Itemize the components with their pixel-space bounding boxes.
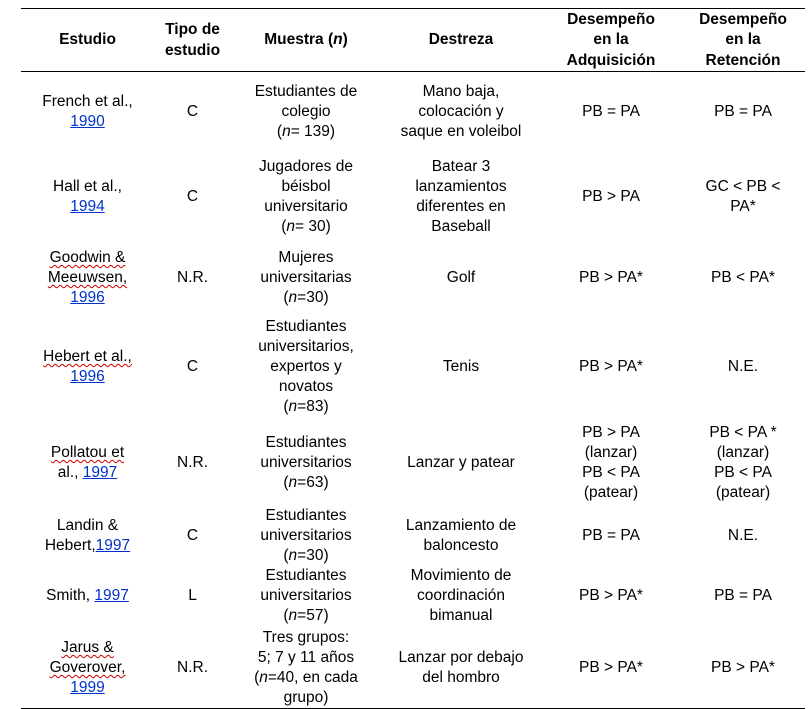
acquisition-cell: PB > PA* [579, 358, 643, 375]
study-cell [21, 314, 154, 420]
year-link[interactable]: 1996 [70, 368, 105, 385]
type-cell: N.R. [177, 269, 208, 286]
table-row [21, 314, 805, 420]
retention-cell: PB = PA [714, 103, 772, 121]
skill-cell: Golf [446, 269, 476, 286]
retention-cell: PB > PA* [681, 627, 805, 709]
sample-cell: Estudiantes de colegio (n= 139) [254, 83, 358, 141]
spellcheck-word: Meeuwsen, [47, 269, 128, 286]
sample-cell: Tres grupos: 5; 7 y 11 años (n=40, en cada grupo) [231, 627, 381, 709]
retention-cell: N.E. [727, 526, 759, 544]
skill-cell: Lanzar y patear [407, 454, 515, 471]
sample-cell: Estudiantes universitarios (n=30) [260, 506, 352, 564]
study-cell [21, 627, 154, 709]
sample-cell: Jugadores de béisbol universitario (n= 30) [259, 158, 353, 235]
type-cell: C [186, 188, 199, 205]
study-cell: Landin & Hebert,1997 [44, 516, 131, 554]
spellcheck-word: Jarus & [61, 638, 114, 656]
sample-cell: Mujeres universitarias (n=30) [260, 249, 352, 306]
skill-cell: Movimiento de coordinación bimanual [410, 567, 512, 624]
skill-cell: Mano baja, colocación y saque en voleibol [400, 83, 522, 141]
acquisition-cell: PB > PA* [541, 627, 681, 709]
sample-cell: Estudiantes universitarios (n=57) [260, 567, 352, 624]
skill-cell: Lanzar por debajo del hombro [381, 627, 541, 709]
header-row [21, 9, 805, 72]
study-cell: Pollatou et al., 1997 [50, 444, 125, 481]
type-cell: N.R. [154, 627, 231, 709]
study-cell: Smith, 1997 [46, 587, 129, 604]
retention-cell: PB = PA [714, 587, 772, 604]
year-link[interactable]: 1997 [95, 536, 131, 554]
sample-cell: Estudiantes universitarios, expertos y novatos (n=83) [258, 318, 354, 415]
table-row [21, 420, 805, 506]
table-row [21, 72, 805, 152]
acquisition-cell: PB > PA* [579, 587, 643, 604]
header-adquisicion: Desempeño en la Adquisición [541, 9, 681, 72]
type-cell: L [188, 587, 197, 604]
table-row [21, 627, 805, 709]
study-cell: Hall et al., 1994 [53, 178, 122, 215]
spellcheck-word: Goverover, [49, 658, 126, 676]
skill-cell: Lanzamiento de baloncesto [405, 516, 517, 554]
studies-table [21, 8, 805, 709]
type-cell: C [186, 103, 199, 121]
spellcheck-word: Hebert et al., [43, 348, 132, 365]
acquisition-cell: PB > PA (lanzar) PB < PA (patear) [582, 424, 640, 501]
skill-cell: Tenis [442, 358, 480, 375]
acquisition-cell: PB > PA* [579, 269, 643, 286]
spellcheck-word: Pollatou et [50, 444, 125, 461]
spellcheck-word: Goodwin & [49, 249, 126, 266]
table-row [21, 152, 805, 242]
year-link[interactable]: 1999 [70, 678, 105, 696]
retention-cell: N.E. [727, 358, 759, 375]
table-row [21, 242, 805, 314]
acquisition-cell: PB = PA [582, 103, 640, 121]
study-cell: French et al., 1990 [42, 93, 133, 131]
retention-cell: GC < PB < PA* [705, 178, 781, 215]
type-cell: N.R. [177, 454, 208, 471]
type-cell: C [186, 526, 199, 544]
skill-cell: Batear 3 lanzamientos diferentes en Baseball [415, 158, 507, 235]
table-row [21, 506, 805, 565]
year-link[interactable]: 1990 [70, 113, 105, 131]
header-destreza: Destreza [381, 9, 541, 72]
header-retencion: Desempeño en la Retención [681, 9, 805, 72]
year-link[interactable]: 1994 [70, 198, 105, 215]
retention-cell: PB < PA * (lanzar) PB < PA (patear) [709, 424, 777, 501]
header-estudio: Estudio [21, 9, 154, 72]
acquisition-cell: PB > PA [582, 188, 640, 205]
acquisition-cell: PB = PA [582, 526, 640, 544]
year-link[interactable]: 1997 [94, 587, 129, 604]
header-tipo-estudio: Tipo de estudio [154, 9, 231, 72]
sample-cell: Estudiantes universitarios (n=63) [260, 434, 352, 491]
retention-cell: PB < PA* [711, 269, 775, 286]
type-cell: C [186, 358, 199, 375]
table-row [21, 565, 805, 627]
year-link[interactable]: 1996 [70, 289, 105, 306]
year-link[interactable]: 1997 [82, 464, 118, 481]
study-cell [21, 242, 154, 314]
header-muestra: Muestra (n) [231, 9, 381, 72]
